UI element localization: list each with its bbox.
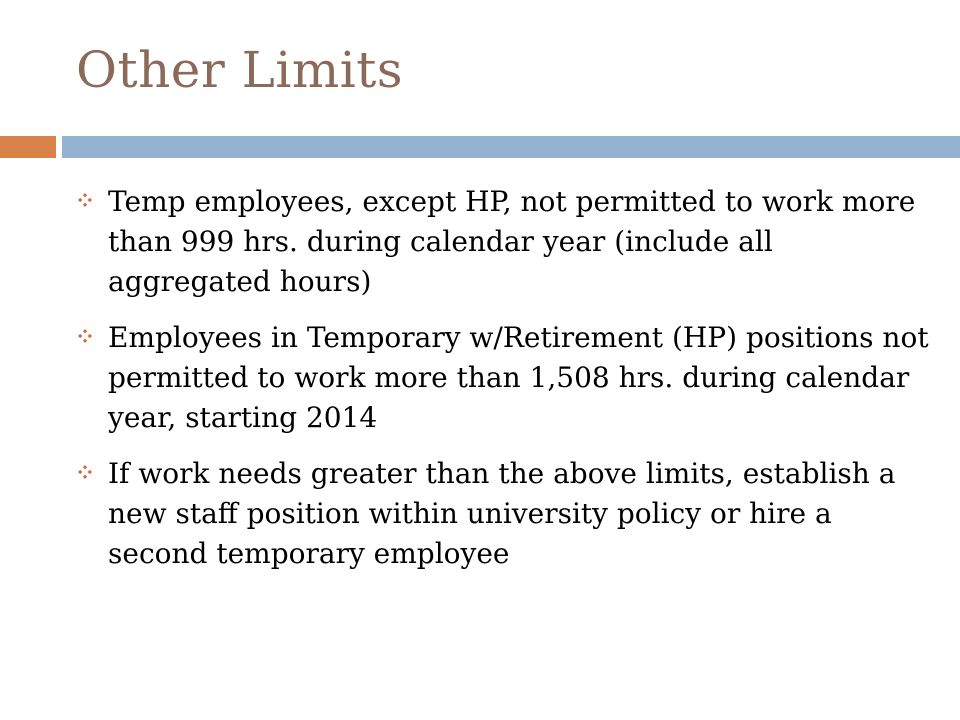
bullet-item [72,182,932,302]
title-divider-bar [62,136,960,158]
bullet-item [72,318,932,438]
diamond-bullet-icon [78,329,92,343]
diamond-bullet-icon [78,193,92,207]
diamond-bullet-icon [78,465,92,479]
bullet-text: Employees in Temporary w/Retirement (HP) positions not permitted to work more than 1,508 hrs. during calendar year, starting 2014 [108,321,929,434]
bullet-text: If work needs greater than the above limits, establish a new staff position within university policy or hire a second temporary employee [108,457,896,570]
bullet-text: Temp employees, except HP, not permitted to work more than 999 hrs. during calendar year (include all aggregated hours) [108,185,916,298]
bullet-list [72,182,932,590]
slide-title: Other Limits [76,41,404,99]
title-accent-bar [0,136,56,158]
bullet-item [72,454,932,574]
